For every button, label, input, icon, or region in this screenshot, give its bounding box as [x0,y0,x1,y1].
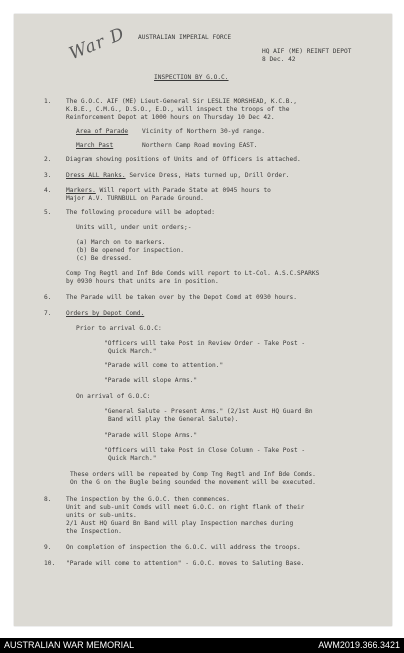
markers-heading: Markers. [66,187,96,194]
order-quote: "Officers will take Post in Close Column - Take Post - [104,447,306,454]
march-past-label: March Past [76,142,114,149]
handwritten-annotation: War D [66,23,128,65]
item-line: On completion of inspection the G.O.C. will address the troops. [66,544,301,551]
list-item: (a) March on to markers. [76,239,166,246]
paragraph-line: Comp Tng Regtl and Inf Bde Comds will report to Lt-Col. A.S.C.SPARKS [66,270,320,277]
item-line: "Parade will come to attention" - G.O.C. moves to Saluting Base. [66,560,305,567]
item-line [66,172,290,180]
document-body [14,14,392,626]
item-line: Reinforcement Depot at 1000 hours on Thursday 10 Dec 42. [66,114,275,121]
area-of-parade-value: Vicinity of Northern 30-yd range. [142,128,265,135]
item-line: The G.O.C. AIF (ME) Lieut-General Sir LESLIE MORSHEAD, K.C.B., [66,98,297,105]
document-title: INSPECTION BY G.O.C. [154,74,229,81]
order-quote: Band will play the General Salute). [108,416,239,423]
sub-heading: Prior to arrival G.O.C: [76,325,162,332]
item-line: units or sub-units. [66,512,137,519]
item-line: The following procedure will be adopted: [66,209,216,216]
item-number: 4. [44,187,52,194]
order-quote: "Parade will come to attention." [104,362,224,369]
item-line: 2/1 Aust HQ Guard Bn Band will play Inspection marches during [66,520,294,527]
order-quote: Quick March." [108,348,157,355]
list-item: (c) Be dressed. [76,255,132,262]
order-quote: "Officers will take Post in Review Order - Take Post - [104,340,306,347]
item-line: K.B.E., C.M.G., D.S.O., E.D., will inspect the troops of the [66,106,290,113]
item-number: 10. [44,560,56,567]
item-line: the Inspection. [66,528,122,535]
item-number: 1. [44,98,52,105]
order-quote: "Parade will slope Arms." [104,377,198,384]
list-item: (b) Be opened for inspection. [76,247,185,254]
dress-text: Service Dress, Hats turned up, Drill Order. [125,172,290,179]
order-quote: "General Salute - Present Arms." (2/1st Aust HQ Guard Bn [104,408,313,415]
footer-accession-number: AWM2019.366.3421 [318,640,400,650]
document-sheet [14,14,392,626]
document-header: AUSTRALIAN IMPERIAL FORCE [138,34,232,41]
markers-text: Will report with Parade State at 0945 hours to [95,187,271,194]
item-line: The Parade will be taken over by the Depot Comd at 0930 hours. [66,294,297,301]
item-number: 2. [44,156,52,163]
orders-heading: Orders by Depot Comd. [66,310,145,317]
item-line: Major A.V. TURNBULL on Parade Ground. [66,195,204,202]
item-line: Diagram showing positions of Units and of Officers is attached. [66,156,301,163]
dress-heading: Dress ALL Ranks. [66,172,126,179]
item-number: 7. [44,310,52,317]
item-line [66,187,271,195]
archive-footer [0,638,404,653]
item-line: The inspection by the G.O.C. then commences. [66,496,230,503]
unit-designation: HQ AIF (ME) REINFT DEPOT [262,48,352,55]
paragraph-line: by 0930 hours that units are in position. [66,278,219,285]
march-past-value: Northern Camp Road moving EAST. [142,142,258,149]
item-number: 9. [44,544,52,551]
paragraph-line: On the G on the Bugle being sounded the movement will be executed. [70,479,316,486]
item-number: 3. [44,172,52,179]
sub-heading: Units will, under unit orders;- [76,224,192,231]
footer-institution: AUSTRALIAN WAR MEMORIAL [4,640,135,650]
order-quote: Quick March." [108,455,157,462]
order-quote: "Parade will Slope Arms." [104,432,198,439]
sub-heading: On arrival of G.O.C: [76,393,151,400]
item-number: 6. [44,294,52,301]
item-number: 8. [44,496,52,503]
paragraph-line: These orders will be repeated by Comp Tng Regtl and Inf Bde Comds. [70,471,316,478]
area-of-parade-label: Area of Parade [76,128,129,135]
document-date: 8 Dec. 42 [262,56,296,63]
item-number: 5. [44,209,52,216]
item-line: Unit and sub-unit Comds will meet G.O.C. on right flank of their [66,504,305,511]
